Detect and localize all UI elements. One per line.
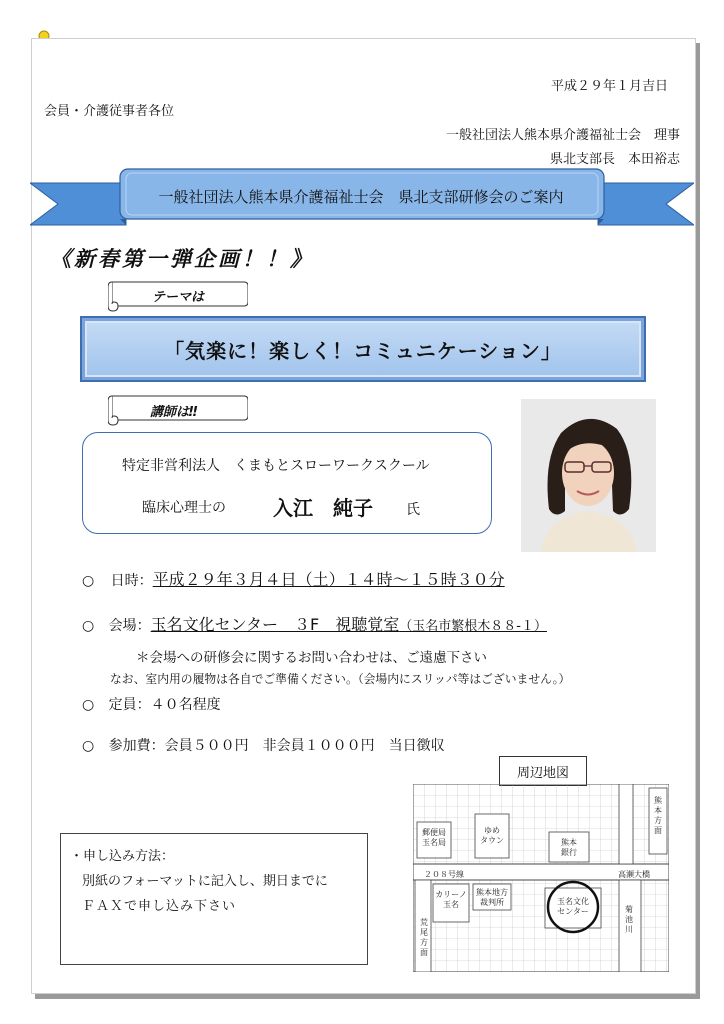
map-title: 周辺地図 [499, 756, 587, 786]
lecturer-org: 特定非営利法人 くまもとスローワークスクール [122, 458, 430, 474]
venue-row [82, 612, 547, 635]
lecturer-name: 入江 純子 [273, 496, 373, 520]
capacity: 定員：４０名程度 [108, 697, 221, 713]
map-yume-town: ゆめ タウン [480, 826, 504, 845]
fee: 参加費：会員５００円 非会員１０００円 当日徴収 [108, 738, 445, 754]
map-arao-direction: 荒 尾 方 面 [420, 918, 428, 957]
bullet-icon: ○ [82, 738, 95, 754]
apply-line2: ＦＡＸで申し込み下さい [82, 899, 237, 914]
recipient: 会員・介護従事者各位 [44, 104, 175, 119]
map-kumamoto-direction: 熊 本 方 面 [654, 796, 662, 835]
capacity-row [82, 694, 221, 714]
note-inquiry: ＊会場への研修会に関するお問い合わせは、ご遠慮下さい [136, 650, 487, 666]
datetime-row [82, 567, 505, 590]
map-culture-center: 玉名文化 センター [557, 897, 589, 916]
apply-heading: ・申し込み方法： [70, 849, 175, 864]
catchphrase: 《新春第一弾企画！！》 [50, 246, 314, 271]
sender-org: 一般社団法人熊本県介護福祉士会 理事 [445, 128, 680, 143]
venue-address: （玉名市繁根木８８-１） [399, 619, 547, 634]
map-post-office: 郵便局 玉名局 [422, 828, 446, 847]
theme-box [80, 316, 646, 382]
bullet-icon: ○ [82, 618, 95, 634]
bullet-icon: ○ [82, 573, 95, 589]
map-route-208: ２０８号線 [424, 870, 464, 879]
apply-line1: 別紙のフォーマットに記入し、期日までに [82, 874, 328, 889]
lecturer-photo [521, 399, 656, 552]
fee-row [82, 735, 445, 755]
map-kumamoto-bank: 熊本 銀行 [561, 838, 577, 857]
map-court: 熊本地方 裁判所 [476, 888, 508, 907]
theme-title: 「気楽に！楽しく！コミュニケーション」 [164, 338, 562, 363]
theme-label: テーマは [152, 290, 205, 305]
lecturer-title: 臨床心理士の [142, 500, 226, 516]
datetime-value: 平成２９年３月４日（土）１４時～１５時３０分 [152, 570, 505, 589]
bullet-icon: ○ [82, 697, 95, 713]
lecturer-label: 講師は‼ [150, 405, 198, 420]
datetime-label: 日時： [110, 573, 153, 589]
map-takase-bridge: 高瀬大橋 [618, 870, 650, 879]
issue-date: 平成２９年１月吉日 [551, 79, 669, 94]
sender-name: 県北支部長 本田裕志 [549, 152, 680, 167]
venue-value: 玉名文化センター ３F 視聴覚室 [150, 615, 400, 634]
map-carino: カリーノ 玉名 [435, 890, 467, 909]
venue-label: 会場： [108, 618, 151, 634]
banner-title: 一般社団法人熊本県介護福祉士会 県北支部研修会のご案内 [158, 188, 564, 206]
note-footwear: なお、室内用の履物は各自でご準備ください。（会場内にスリッパ等はございません。） [110, 672, 571, 686]
map-kikuchi-river: 菊 池 川 [625, 905, 633, 934]
lecturer-honorific: 氏 [406, 502, 420, 518]
